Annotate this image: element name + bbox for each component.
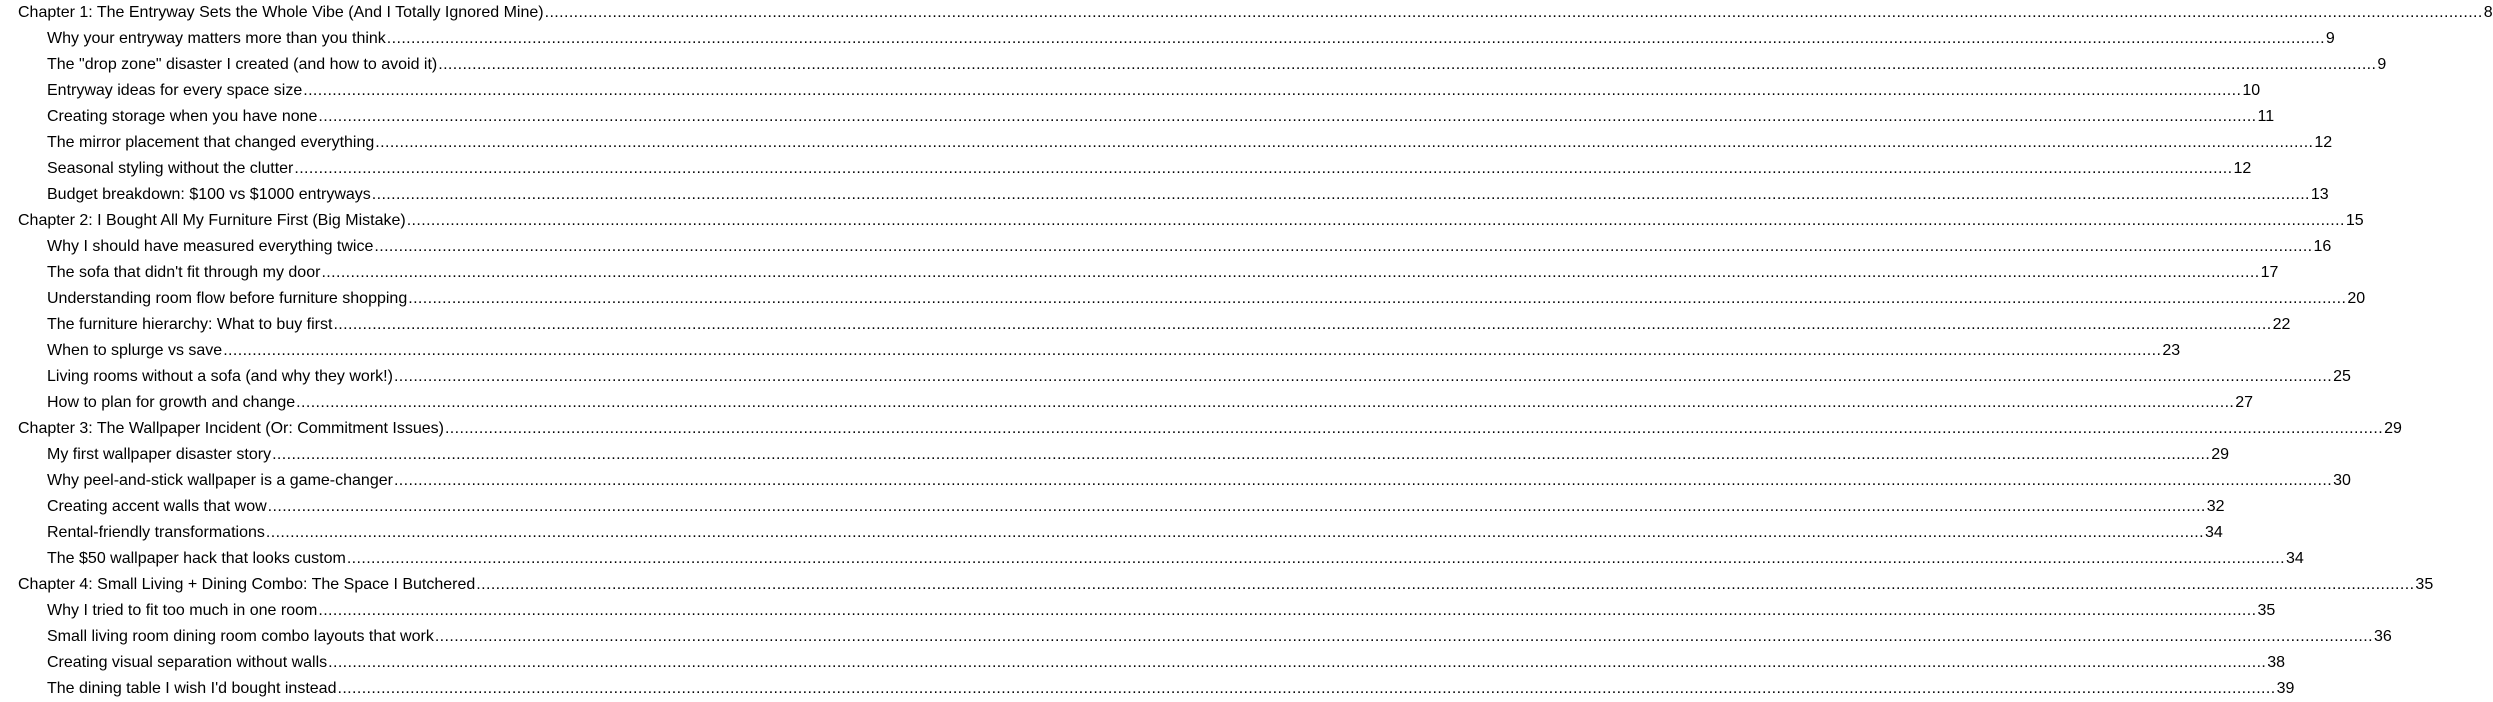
dot-leader: ................................................................................................................................................................................................................................................................................................................................................................................................................ bbox=[321, 264, 2260, 281]
toc-entry-page-number: 29 bbox=[2211, 446, 2229, 463]
dot-leader: ................................................................................................................................................................................................................................................................................................................................................................................................................ bbox=[374, 238, 2313, 255]
toc-entry-page-number: 10 bbox=[2242, 82, 2261, 99]
table-of-contents bbox=[18, 0, 2493, 702]
toc-entry-page-number: 17 bbox=[2260, 264, 2279, 281]
dot-leader: ................................................................................................................................................................................................................................................................................................................................................................................................................ bbox=[272, 446, 2211, 463]
dot-leader: ................................................................................................................................................................................................................................................................................................................................................................................................................ bbox=[333, 316, 2272, 333]
dot-leader: ................................................................................................................................................................................................................................................................................................................................................................................................................ bbox=[406, 212, 2345, 229]
toc-section-entry[interactable] bbox=[18, 338, 2181, 364]
dot-leader: ................................................................................................................................................................................................................................................................................................................................................................................................................ bbox=[318, 108, 2257, 125]
dot-leader: ................................................................................................................................................................................................................................................................................................................................................................................................................ bbox=[346, 550, 2285, 567]
toc-entry-page-number: 23 bbox=[2162, 342, 2181, 359]
dot-leader: ................................................................................................................................................................................................................................................................................................................................................................................................................ bbox=[444, 420, 2384, 437]
toc-section-entry[interactable] bbox=[18, 598, 2276, 624]
toc-entry-title: The $50 wallpaper hack that looks custom bbox=[47, 550, 346, 567]
toc-section-entry[interactable] bbox=[18, 156, 2252, 182]
toc-section-entry[interactable] bbox=[18, 78, 2261, 104]
toc-entry-page-number: 12 bbox=[2233, 160, 2252, 177]
toc-entry-title: Why I tried to fit too much in one room bbox=[47, 602, 318, 619]
dot-leader: ................................................................................................................................................................................................................................................................................................................................................................................................................ bbox=[408, 290, 2347, 307]
toc-section-entry[interactable] bbox=[18, 104, 2275, 130]
toc-section-entry[interactable] bbox=[18, 546, 2304, 572]
toc-section-entry[interactable] bbox=[18, 468, 2351, 494]
toc-entry-page-number: 39 bbox=[2276, 680, 2295, 697]
toc-entry-title: When to splurge vs save bbox=[47, 342, 223, 359]
toc-entry-title: Why peel-and-stick wallpaper is a game-changer bbox=[47, 472, 393, 489]
toc-section-entry[interactable] bbox=[18, 390, 2254, 416]
toc-entry-title: The "drop zone" disaster I created (and how to avoid it) bbox=[47, 56, 438, 73]
toc-entry-title: How to plan for growth and change bbox=[47, 394, 296, 411]
dot-leader: ................................................................................................................................................................................................................................................................................................................................................................................................................ bbox=[476, 576, 2415, 593]
toc-section-entry[interactable] bbox=[18, 286, 2366, 312]
dot-leader: ................................................................................................................................................................................................................................................................................................................................................................................................................ bbox=[296, 394, 2235, 411]
dot-leader: ................................................................................................................................................................................................................................................................................................................................................................................................................ bbox=[267, 498, 2206, 515]
dot-leader: ................................................................................................................................................................................................................................................................................................................................................................................................................ bbox=[303, 82, 2242, 99]
toc-entry-title: Seasonal styling without the clutter bbox=[47, 160, 294, 177]
toc-entry-page-number: 15 bbox=[2345, 212, 2364, 229]
toc-entry-page-number: 11 bbox=[2257, 108, 2275, 125]
toc-section-entry[interactable] bbox=[18, 624, 2392, 650]
toc-section-entry[interactable] bbox=[18, 442, 2229, 468]
dot-leader: ................................................................................................................................................................................................................................................................................................................................................................................................................ bbox=[386, 30, 2325, 47]
dot-leader: ................................................................................................................................................................................................................................................................................................................................................................................................................ bbox=[337, 680, 2276, 697]
toc-chapter-entry[interactable] bbox=[18, 416, 2402, 442]
toc-section-entry[interactable] bbox=[18, 52, 2387, 78]
toc-chapter-entry[interactable] bbox=[18, 208, 2364, 234]
toc-entry-title: Creating storage when you have none bbox=[47, 108, 318, 125]
toc-entry-page-number: 8 bbox=[2483, 4, 2493, 21]
toc-chapter-entry[interactable] bbox=[18, 572, 2434, 598]
toc-entry-page-number: 34 bbox=[2285, 550, 2304, 567]
toc-entry-page-number: 25 bbox=[2333, 368, 2351, 385]
toc-entry-title: The mirror placement that changed everything bbox=[47, 134, 375, 151]
toc-entry-title: Chapter 3: The Wallpaper Incident (Or: Commitment Issues) bbox=[18, 420, 444, 437]
dot-leader: ................................................................................................................................................................................................................................................................................................................................................................................................................ bbox=[265, 524, 2204, 541]
toc-chapter-entry[interactable] bbox=[18, 0, 2493, 26]
toc-entry-title: Chapter 4: Small Living + Dining Combo: The Space I Butchered bbox=[18, 576, 476, 593]
toc-section-entry[interactable] bbox=[18, 650, 2286, 676]
toc-entry-title: Why I should have measured everything twice bbox=[47, 238, 374, 255]
dot-leader: ................................................................................................................................................................................................................................................................................................................................................................................................................ bbox=[544, 4, 2483, 21]
toc-entry-title: Entryway ideas for every space size bbox=[47, 82, 303, 99]
toc-entry-title: Chapter 1: The Entryway Sets the Whole Vibe (And I Totally Ignored Mine) bbox=[18, 4, 544, 21]
dot-leader: ................................................................................................................................................................................................................................................................................................................................................................................................................ bbox=[294, 160, 2233, 177]
toc-section-entry[interactable] bbox=[18, 494, 2225, 520]
toc-entry-title: Living rooms without a sofa (and why they work!) bbox=[47, 368, 393, 385]
dot-leader: ................................................................................................................................................................................................................................................................................................................................................................................................................ bbox=[434, 628, 2373, 645]
toc-entry-title: Creating accent walls that wow bbox=[47, 498, 267, 515]
dot-leader: ................................................................................................................................................................................................................................................................................................................................................................................................................ bbox=[393, 368, 2333, 385]
toc-entry-page-number: 30 bbox=[2333, 472, 2351, 489]
toc-entry-page-number: 34 bbox=[2205, 524, 2223, 541]
toc-section-entry[interactable] bbox=[18, 182, 2329, 208]
dot-leader: ................................................................................................................................................................................................................................................................................................................................................................................................................ bbox=[393, 472, 2333, 489]
dot-leader: ................................................................................................................................................................................................................................................................................................................................................................................................................ bbox=[371, 186, 2310, 203]
toc-section-entry[interactable] bbox=[18, 26, 2335, 52]
toc-section-entry[interactable] bbox=[18, 676, 2295, 702]
toc-entry-page-number: 35 bbox=[2415, 576, 2434, 593]
toc-entry-title: Chapter 2: I Bought All My Furniture First (Big Mistake) bbox=[18, 212, 406, 229]
toc-entry-title: The furniture hierarchy: What to buy first bbox=[47, 316, 333, 333]
dot-leader: ................................................................................................................................................................................................................................................................................................................................................................................................................ bbox=[223, 342, 2162, 359]
toc-entry-page-number: 16 bbox=[2313, 238, 2332, 255]
toc-section-entry[interactable] bbox=[18, 260, 2279, 286]
toc-entry-title: Small living room dining room combo layouts that work bbox=[47, 628, 434, 645]
toc-entry-page-number: 36 bbox=[2373, 628, 2392, 645]
toc-entry-page-number: 29 bbox=[2384, 420, 2402, 437]
toc-section-entry[interactable] bbox=[18, 130, 2333, 156]
toc-entry-page-number: 13 bbox=[2310, 186, 2329, 203]
toc-entry-title: Budget breakdown: $100 vs $1000 entryways bbox=[47, 186, 371, 203]
toc-section-entry[interactable] bbox=[18, 234, 2332, 260]
toc-section-entry[interactable] bbox=[18, 312, 2291, 338]
toc-entry-title: Rental-friendly transformations bbox=[47, 524, 265, 541]
toc-entry-title: The dining table I wish I'd bought instead bbox=[47, 680, 337, 697]
toc-entry-page-number: 12 bbox=[2314, 134, 2333, 151]
toc-section-entry[interactable] bbox=[18, 520, 2223, 546]
toc-entry-title: Why your entryway matters more than you think bbox=[47, 30, 386, 47]
dot-leader: ................................................................................................................................................................................................................................................................................................................................................................................................................ bbox=[375, 134, 2314, 151]
toc-entry-page-number: 22 bbox=[2272, 316, 2291, 333]
toc-entry-page-number: 27 bbox=[2235, 394, 2254, 411]
dot-leader: ................................................................................................................................................................................................................................................................................................................................................................................................................ bbox=[438, 56, 2377, 73]
dot-leader: ................................................................................................................................................................................................................................................................................................................................................................................................................ bbox=[328, 654, 2267, 671]
toc-entry-title: My first wallpaper disaster story bbox=[47, 446, 272, 463]
toc-entry-page-number: 9 bbox=[2377, 56, 2387, 73]
toc-entry-title: Understanding room flow before furniture shopping bbox=[47, 290, 408, 307]
toc-section-entry[interactable] bbox=[18, 364, 2351, 390]
toc-entry-title: The sofa that didn't fit through my door bbox=[47, 264, 321, 281]
toc-entry-page-number: 35 bbox=[2257, 602, 2276, 619]
toc-entry-title: Creating visual separation without walls bbox=[47, 654, 328, 671]
toc-entry-page-number: 9 bbox=[2325, 30, 2335, 47]
toc-entry-page-number: 32 bbox=[2206, 498, 2225, 515]
dot-leader: ................................................................................................................................................................................................................................................................................................................................................................................................................ bbox=[318, 602, 2257, 619]
toc-entry-page-number: 20 bbox=[2347, 290, 2366, 307]
toc-entry-page-number: 38 bbox=[2267, 654, 2286, 671]
